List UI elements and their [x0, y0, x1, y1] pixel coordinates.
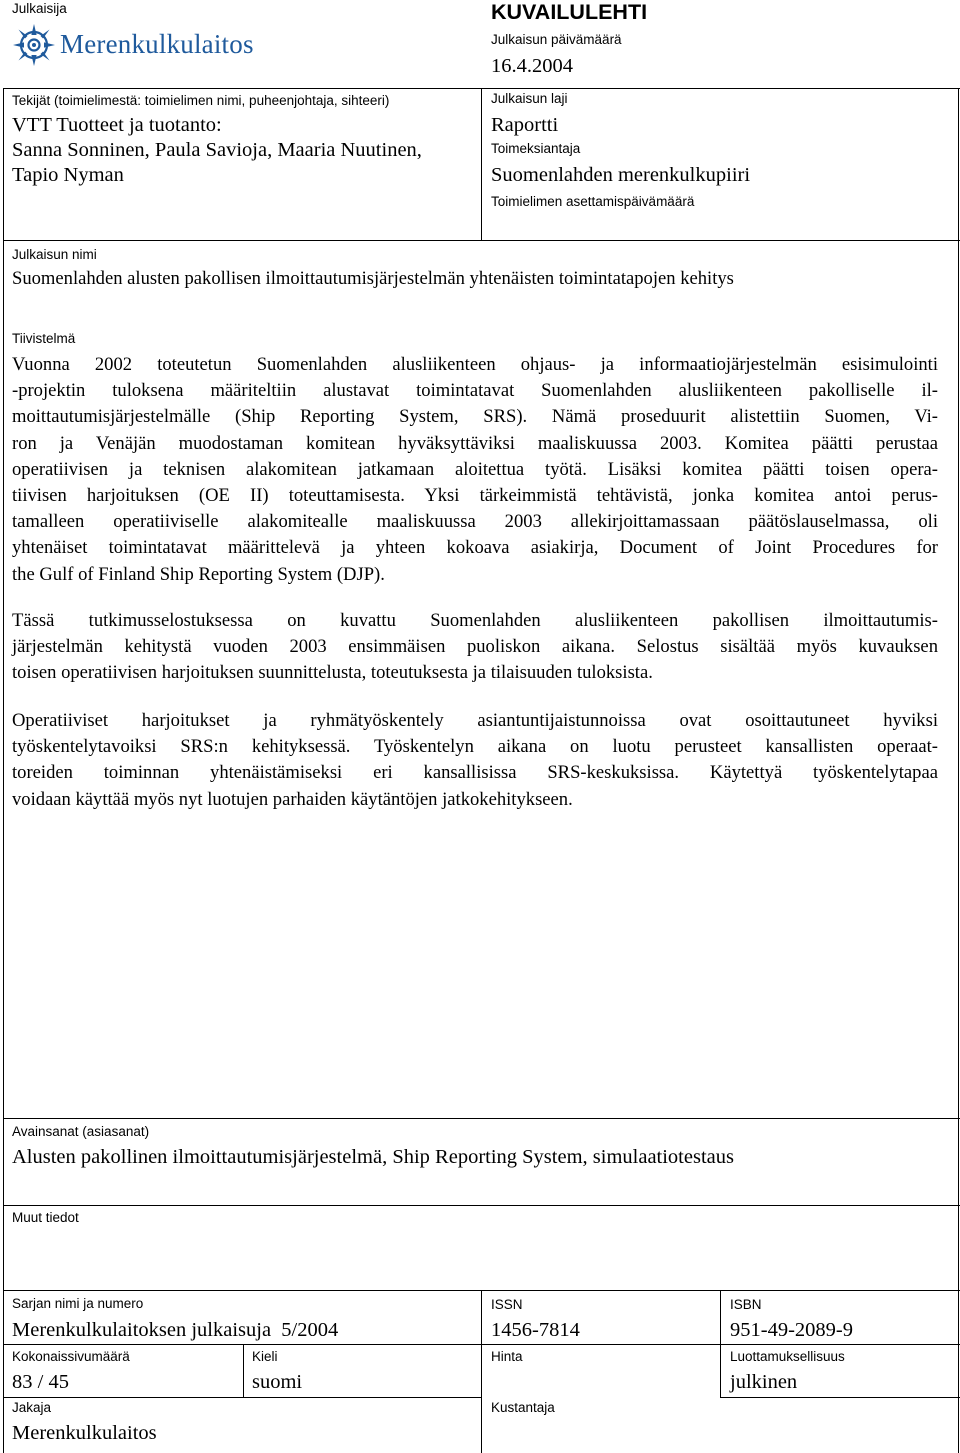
abstract-paragraph-1 — [12, 352, 938, 588]
publisher2-label: Kustantaja — [491, 1400, 555, 1415]
pages-value: 83 / 45 — [12, 1371, 69, 1393]
abstract-line: -projektin tuloksena määriteltiin alustavat toimintatavat Suomenlahden alusliikenteen pakolliselle il- — [12, 380, 938, 402]
abstract-line: voidaan käyttää myös nyt luotujen parhaiden käytäntöjen jatkokehitykseen. — [12, 788, 573, 810]
abstract-body-2 — [12, 608, 938, 687]
abstract-line: yhtenäiset toimintatavat määrittelevä ja yhteen kokoava asiakirja, Document of Joint Procedures for — [12, 537, 938, 559]
abstract-line: työskentelytavoiksi SRS:n kehityksessä. Työskentelyn aikana on luotu perusteet kansallisten operaat- — [12, 736, 938, 758]
other-info-label: Muut tiedot — [12, 1210, 79, 1225]
language-label: Kieli — [252, 1349, 278, 1364]
rule-header-bottom — [3, 240, 960, 241]
distributor-value: Merenkulkulaitos — [12, 1422, 157, 1444]
authors-label: Tekijät (toimielimestä: toimielimen nimi, puheenjohtaja, sihteeri) — [12, 93, 390, 108]
authors-line-2: Sanna Sonninen, Paula Savioja, Maaria Nuutinen, — [12, 139, 422, 161]
abstract-paragraph-2 — [12, 608, 938, 687]
isbn-label: ISBN — [730, 1297, 762, 1312]
abstract-line: operatiivisen ja teknisen alakomitean jatkamaan aloitettua työtä. Lisäksi komitea päätti toisen opera- — [12, 458, 938, 480]
publisher-label: Julkaisija — [12, 1, 67, 16]
abstract-paragraph-3 — [12, 708, 938, 813]
logo-wordmark: Merenkulkulaitos — [60, 29, 254, 59]
abstract-label: Tiivistelmä — [12, 331, 76, 346]
abstract-line: the Gulf of Finland Ship Reporting System (DJP). — [12, 563, 385, 585]
rule-left — [3, 88, 4, 1453]
pub-date-label: Julkaisun päivämäärä — [491, 32, 622, 47]
abstract-line: tiivisen harjoituksen (OE II) toteuttamisesta. Yksi tärkeimmistä tehtävistä, jonka komitea antoi perus- — [12, 485, 938, 507]
issn-label: ISSN — [491, 1297, 523, 1312]
rule-footer-col1 — [481, 1290, 482, 1453]
abstract-body — [12, 352, 938, 588]
rule-header-middle — [481, 88, 482, 240]
title-label: Julkaisun nimi — [12, 247, 97, 262]
language-value: suomi — [252, 1371, 303, 1393]
abstract-line: Vuonna 2002 toteutetun Suomenlahden alusliikenteen ohjaus- ja informaatiojärjestelmän esisimulointi — [12, 354, 938, 375]
rule-footer-col2 — [720, 1290, 721, 1397]
distributor-label: Jakaja — [12, 1400, 52, 1415]
rule-footer-lang — [243, 1344, 244, 1397]
abstract-line: moittautumisjärjestelmälle (Ship Reporting System, SRS). Nämä proseduurit alistettiin Suomen, Vi- — [12, 406, 938, 428]
issn-value: 1456-7814 — [491, 1319, 580, 1341]
pub-date-value: 16.4.2004 — [491, 55, 573, 77]
keywords-label: Avainsanat (asiasanat) — [12, 1124, 150, 1139]
publication-title: Suomenlahden alusten pakollisen ilmoittautumisjärjestelmän yhtenäisten toimintatapojen kehitys — [12, 268, 734, 289]
doc-type-heading: KUVAILULEHTI — [491, 0, 648, 24]
abstract-line: Tässä tutkimusselostuksessa on kuvattu Suomenlahden alusliikenteen pakollisen ilmoittautumis- — [12, 610, 938, 631]
rule-other-top — [3, 1205, 960, 1206]
keywords-value: Alusten pakollinen ilmoittautumisjärjestelmä, Ship Reporting System, simulaatiotestaus — [12, 1146, 734, 1168]
authors-line-1: VTT Tuotteet ja tuotanto: — [12, 114, 222, 136]
series-label: Sarjan nimi ja numero — [12, 1296, 144, 1311]
rule-right — [958, 88, 959, 1453]
series-value: Merenkulkulaitoksen julkaisuja 5/2004 — [12, 1319, 339, 1341]
confidentiality-label: Luottamuksellisuus — [730, 1349, 845, 1364]
appointment-date-label: Toimielimen asettamispäivämäärä — [491, 194, 695, 209]
abstract-body-3 — [12, 708, 938, 813]
confidentiality-value: julkinen — [730, 1371, 798, 1393]
pub-type-label: Julkaisun laji — [491, 91, 568, 106]
abstract-line: toreiden toiminnan yhtenäistämiseksi eri kansallisissa SRS-keskuksissa. Käytettyä työskentelytapaa — [12, 762, 938, 784]
abstract-line: toisen operatiivisen harjoituksen suunnittelusta, toteutuksesta ja tilaisuuden tuloksista. — [12, 662, 653, 684]
authors-line-3: Tapio Nyman — [12, 164, 124, 186]
compass-rose-icon — [12, 23, 56, 67]
rule-keywords-top — [3, 1118, 960, 1119]
isbn-value: 951-49-2089-9 — [730, 1319, 853, 1341]
pages-label: Kokonaissivumäärä — [12, 1349, 130, 1364]
rule-footer-row3-right — [720, 1397, 960, 1398]
commissioner-value: Suomenlahden merenkulkupiiri — [491, 164, 751, 186]
abstract-line: järjestelmän kehitystä vuoden 2003 ensimmäisen puoliskon aikana. Selostus sisältää myös kuvauksen — [12, 636, 938, 658]
abstract-line: Operatiiviset harjoitukset ja ryhmätyöskentely asiantuntijaistunnoissa ovat osoittautuneet hyviksi — [12, 710, 938, 731]
commissioner-label: Toimeksiantaja — [491, 141, 581, 156]
abstract-line: tamalleen operatiiviselle alakomitealle maaliskuussa 2003 allekirjoittamassaan päätöslauselmassa, oli — [12, 511, 938, 533]
price-label: Hinta — [491, 1349, 523, 1364]
rule-footer-row3 — [3, 1397, 481, 1398]
abstract-line: ron ja Venäjän muodostaman komitean hyväksyttäviksi maaliskuussa 2003. Komitea päätti perustaa — [12, 432, 938, 454]
pub-type-value: Raportti — [491, 114, 559, 136]
